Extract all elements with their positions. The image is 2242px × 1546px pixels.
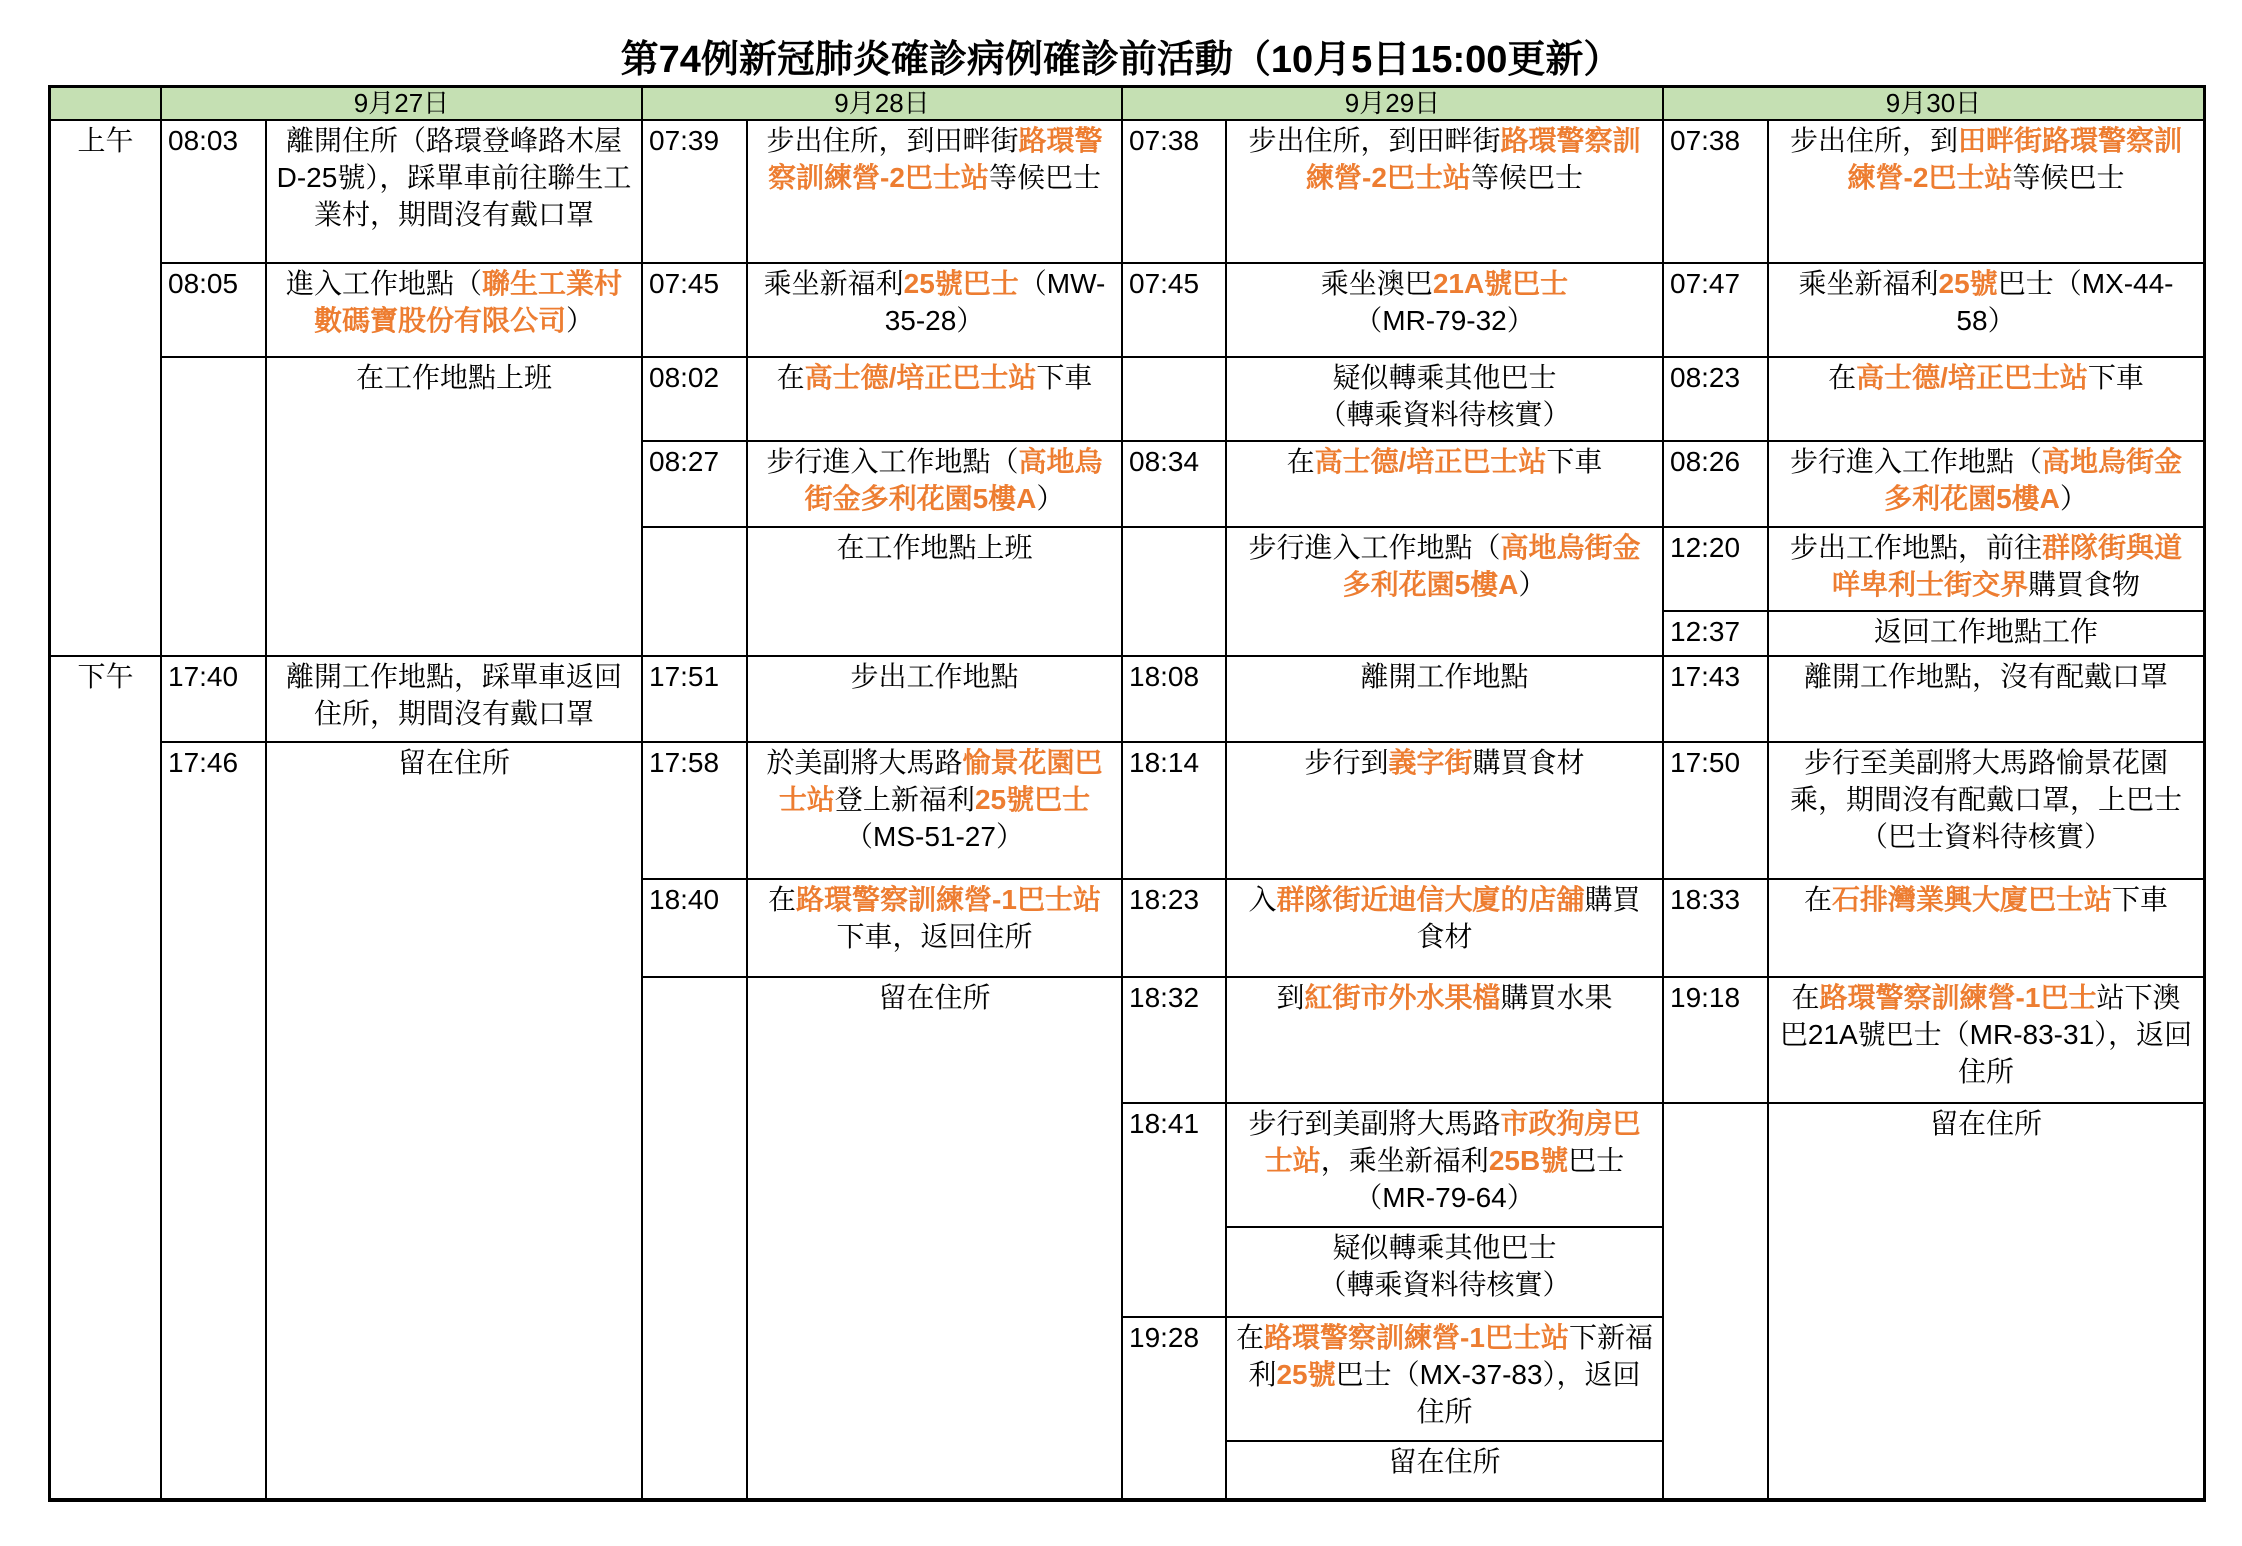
activity-text: 下車 xyxy=(1036,362,1093,393)
activity-text: 步出工作地點，前往 xyxy=(1789,532,2042,563)
activity-text: 步出住所，到田畔街 xyxy=(766,125,1019,156)
highlighted-location-text: 25號巴士 xyxy=(903,268,1019,299)
activity-text: 步行進入工作地點（ xyxy=(1789,446,2042,477)
activity-text: ） xyxy=(1036,483,1065,514)
activity-text: 離開工作地點，踩單車返回住所，期間沒有戴口罩 xyxy=(285,661,622,729)
date-header-cell: 9月29日 xyxy=(1121,86,1664,121)
activity-text: 等候巴士 xyxy=(1470,162,1583,193)
activity-text: 下車 xyxy=(1546,446,1603,477)
time-cell: 17:58 xyxy=(641,741,748,880)
activity-text: 在 xyxy=(1791,982,1820,1013)
highlighted-location-text: 路環警察訓練營-1巴士 xyxy=(1819,982,2097,1013)
activity-cell xyxy=(1225,356,1664,442)
activity-cell xyxy=(1767,262,2205,358)
activity-cell xyxy=(746,262,1123,358)
highlighted-location-text: 高地烏街金多利花園5樓A xyxy=(1884,446,2183,514)
activity-text: 留在住所 xyxy=(397,747,510,778)
activity-text: 購買食物 xyxy=(2028,569,2141,600)
period-label-afternoon: 下午 xyxy=(49,655,162,1500)
time-cell: 07:47 xyxy=(1662,262,1769,358)
time-cell: 18:33 xyxy=(1662,878,1769,978)
time-cell: 08:02 xyxy=(641,356,748,442)
time-cell: 07:45 xyxy=(641,262,748,358)
time-cell: 18:32 xyxy=(1121,976,1227,1104)
activity-text: 返回工作地點工作 xyxy=(1873,616,2098,647)
activity-text: 巴士（MX-44-58） xyxy=(1956,268,2174,336)
activity-text: （MS-51-27） xyxy=(845,821,1024,852)
activity-text: 疑似轉乘其他巴士 xyxy=(1332,1232,1557,1263)
activity-text: 到 xyxy=(1276,982,1305,1013)
time-cell: 12:37 xyxy=(1662,610,1769,657)
activity-text: 在 xyxy=(1828,362,1857,393)
time-cell: 17:46 xyxy=(160,741,267,1500)
time-cell xyxy=(641,976,748,1500)
activity-text: 離開工作地點 xyxy=(1360,661,1529,692)
activity-text: 購買食材 xyxy=(1472,747,1585,778)
activity-cell xyxy=(746,119,1123,264)
time-cell: 08:27 xyxy=(641,440,748,528)
activity-text: ） xyxy=(566,305,595,336)
highlighted-location-text: 25號 xyxy=(1276,1359,1336,1390)
activity-text: 留在住所 xyxy=(1388,1446,1501,1477)
time-cell: 18:40 xyxy=(641,878,748,978)
time-cell: 12:20 xyxy=(1662,526,1769,612)
activity-text: ） xyxy=(1518,569,1547,600)
activity-cell xyxy=(1225,655,1664,743)
time-cell: 17:50 xyxy=(1662,741,1769,880)
activity-cell xyxy=(1225,1316,1664,1442)
highlighted-location-text: 21A號巴士 xyxy=(1432,268,1569,299)
highlighted-location-text: 25號巴士 xyxy=(974,784,1091,815)
time-cell xyxy=(160,356,267,657)
activity-cell xyxy=(746,440,1123,528)
time-cell: 08:26 xyxy=(1662,440,1769,528)
activity-cell xyxy=(1225,1226,1664,1318)
time-cell xyxy=(1121,356,1227,442)
activity-cell xyxy=(1767,878,2205,978)
time-cell: 08:03 xyxy=(160,119,267,264)
highlighted-location-text: 高士德/培正巴士站 xyxy=(1314,446,1547,477)
activity-text: 購買水果 xyxy=(1500,982,1613,1013)
activity-text: 步出工作地點 xyxy=(850,661,1019,692)
date-header-cell: 9月27日 xyxy=(160,86,643,121)
time-cell xyxy=(1662,1102,1769,1500)
activity-cell xyxy=(265,741,643,1500)
highlighted-location-text: 高地烏街金多利花園5樓A xyxy=(804,446,1103,514)
page-title: 第74例新冠肺炎確診病例確診前活動（10月5日15:00更新） xyxy=(620,39,1622,81)
activity-cell xyxy=(746,741,1123,880)
activity-cell xyxy=(1767,119,2205,264)
highlighted-location-text: 路環警察訓練營-1巴士站 xyxy=(796,884,1101,915)
highlighted-location-text: 愉景花園巴士站 xyxy=(778,747,1103,815)
highlighted-location-text: 高士德/培正巴士站 xyxy=(804,362,1037,393)
activity-cell xyxy=(265,356,643,657)
highlighted-location-text: 紅街市外水果檔 xyxy=(1304,982,1501,1013)
time-cell: 17:43 xyxy=(1662,655,1769,743)
activity-cell xyxy=(1225,262,1664,358)
date-header-cell: 9月28日 xyxy=(641,86,1123,121)
highlighted-location-text: 高地烏街金多利花園5樓A xyxy=(1342,532,1641,600)
activity-text: 入 xyxy=(1248,884,1277,915)
activity-cell xyxy=(1767,610,2205,657)
activity-cell xyxy=(1225,1102,1664,1228)
activity-cell xyxy=(1225,878,1664,978)
activity-text: 在 xyxy=(1286,446,1315,477)
time-cell: 08:05 xyxy=(160,262,267,358)
highlighted-location-text: 聯生工業村數碼寶股份有限公司 xyxy=(313,268,623,336)
period-label-morning: 上午 xyxy=(49,119,162,657)
activity-text: 在 xyxy=(1236,1322,1265,1353)
activity-cell xyxy=(1767,440,2205,528)
activity-text: 步行至美副將大馬路愉景花園乘，期間沒有配戴口罩，上巴士（巴士資料待核實） xyxy=(1789,747,2182,852)
activity-text: 下新福利 xyxy=(1248,1322,1653,1390)
time-cell: 19:28 xyxy=(1121,1316,1227,1500)
time-cell: 07:38 xyxy=(1121,119,1227,264)
activity-cell xyxy=(1225,526,1664,657)
activity-cell xyxy=(1767,1102,2205,1500)
highlighted-location-text: 群隊街與道咩卑利士街交界 xyxy=(1831,532,2183,600)
activity-text: 步行到美副將大馬路 xyxy=(1248,1108,1501,1139)
activity-text: 乘坐新福利 xyxy=(1798,268,1939,299)
activity-text: 步行進入工作地點（ xyxy=(1248,532,1501,563)
activity-text: 乘坐新福利 xyxy=(763,268,904,299)
activity-text: 下車 xyxy=(2087,362,2144,393)
time-cell: 08:23 xyxy=(1662,356,1769,442)
activity-cell xyxy=(746,976,1123,1500)
activity-text: 離開住所（路環登峰路木屋D-25號），踩單車前往聯生工業村，期間沒有戴口罩 xyxy=(276,125,632,230)
activity-cell xyxy=(746,356,1123,442)
date-header-cell: 9月30日 xyxy=(1662,86,2205,121)
highlighted-location-text: 路環警察訓練營-2巴士站 xyxy=(768,125,1103,193)
activity-text: 購買食材 xyxy=(1416,884,1641,952)
highlighted-location-text: 義字街 xyxy=(1388,747,1473,778)
time-cell: 19:18 xyxy=(1662,976,1769,1104)
activity-text: 在工作地點上班 xyxy=(355,362,552,393)
activity-cell xyxy=(1225,119,1664,264)
activity-text: 巴士（MX-37-83），返回住所 xyxy=(1335,1359,1641,1427)
highlighted-location-text: 25B號 xyxy=(1488,1145,1569,1176)
activity-text: 等候巴士 xyxy=(988,162,1101,193)
activity-text: 步出住所，到田畔街 xyxy=(1248,125,1501,156)
activity-cell xyxy=(746,878,1123,978)
activity-text: 步行到 xyxy=(1304,747,1389,778)
activity-cell xyxy=(1767,741,2205,880)
activity-cell xyxy=(1767,526,2205,612)
activity-cell xyxy=(265,262,643,358)
activity-cell xyxy=(746,655,1123,743)
time-cell: 18:14 xyxy=(1121,741,1227,880)
activity-text: ） xyxy=(2059,483,2088,514)
activity-text: 站下澳巴21A號巴士（MR-83-31），返回住所 xyxy=(1779,982,2193,1087)
activity-cell xyxy=(1767,976,2205,1104)
time-cell: 18:08 xyxy=(1121,655,1227,743)
activity-text: （MR-79-32） xyxy=(1354,305,1535,336)
activity-text: 於美副將大馬路 xyxy=(766,747,963,778)
activity-text: 步出住所，到 xyxy=(1789,125,1958,156)
time-cell xyxy=(641,526,748,657)
activity-text: 疑似轉乘其他巴士 xyxy=(1332,362,1557,393)
activity-text: 在 xyxy=(776,362,805,393)
activity-text: 離開工作地點，沒有配戴口罩 xyxy=(1803,661,2168,692)
highlighted-location-text: 石排灣業興大廈巴士站 xyxy=(1831,884,2112,915)
activity-text: ，乘坐新福利 xyxy=(1320,1145,1489,1176)
highlighted-location-text: 群隊街近迪信大廈的店舖 xyxy=(1276,884,1585,915)
highlighted-location-text: 田畔街路環警察訓練營-2巴士站 xyxy=(1847,125,2183,193)
activity-text: 乘坐澳巴 xyxy=(1320,268,1433,299)
time-cell: 08:34 xyxy=(1121,440,1227,528)
time-cell xyxy=(1121,526,1227,657)
activity-text: （轉乘資料待核實） xyxy=(1318,1269,1571,1300)
time-cell: 07:39 xyxy=(641,119,748,264)
activity-cell xyxy=(1225,1440,1664,1500)
activity-text: 等候巴士 xyxy=(2012,162,2125,193)
activity-cell xyxy=(746,526,1123,657)
time-cell: 18:23 xyxy=(1121,878,1227,978)
activity-cell xyxy=(265,119,643,264)
time-cell: 07:38 xyxy=(1662,119,1769,264)
activity-text: 進入工作地點（ xyxy=(285,268,482,299)
activity-cell xyxy=(1225,976,1664,1104)
activity-cell xyxy=(1225,440,1664,528)
highlighted-location-text: 25號 xyxy=(1938,268,1998,299)
activity-text: 下車 xyxy=(2112,884,2169,915)
activity-cell xyxy=(1225,741,1664,880)
activity-text: 在工作地點上班 xyxy=(836,532,1033,563)
header-corner-cell xyxy=(49,86,162,121)
activity-text: 步行進入工作地點（ xyxy=(766,446,1019,477)
time-cell: 18:41 xyxy=(1121,1102,1227,1318)
highlighted-location-text: 路環警察訓練營-2巴士站 xyxy=(1306,125,1641,193)
activity-cell xyxy=(265,655,643,743)
time-cell: 07:45 xyxy=(1121,262,1227,358)
activity-cell xyxy=(1767,655,2205,743)
activity-text: （轉乘資料待核實） xyxy=(1318,399,1571,430)
activity-cell xyxy=(1767,356,2205,442)
time-cell: 17:51 xyxy=(641,655,748,743)
activity-text: 登上新福利 xyxy=(834,784,975,815)
activity-text: （MW-35-28） xyxy=(884,268,1106,336)
activity-text: 在 xyxy=(1803,884,1832,915)
activity-text: 留在住所 xyxy=(1929,1108,2042,1139)
activity-text: 巴士（MR-79-64） xyxy=(1354,1145,1625,1213)
highlighted-location-text: 市政狗房巴士站 xyxy=(1264,1108,1641,1176)
activity-text: 留在住所 xyxy=(878,982,991,1013)
time-cell: 17:40 xyxy=(160,655,267,743)
activity-text: 下車，返回住所 xyxy=(836,921,1033,952)
highlighted-location-text: 高士德/培正巴士站 xyxy=(1856,362,2088,393)
highlighted-location-text: 路環警察訓練營-1巴士站 xyxy=(1264,1322,1569,1353)
activity-text: 在 xyxy=(768,884,797,915)
